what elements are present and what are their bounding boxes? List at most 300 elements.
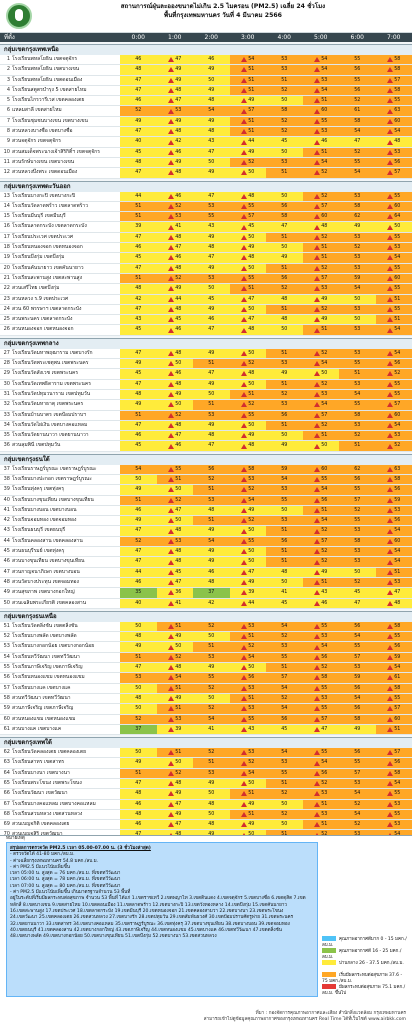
pm25-value-label: 50 [394,222,400,231]
pm25-value-label: 39 [248,588,254,597]
pm25-value-label: 60 [321,465,327,474]
pm25-cell [266,599,303,608]
pm25-cell [120,496,157,505]
pm25-value-label: 48 [175,86,181,95]
pm25-cell [266,684,303,693]
pm25-value [157,158,194,167]
pm25-cell [266,192,303,201]
pm25-value: 51 [120,653,157,662]
pm25-value-label: 43 [321,588,327,597]
pm25-cell [230,725,267,734]
pm25-value: 52 [266,284,303,293]
pm25-cell [157,622,194,631]
pm25-value [376,380,412,389]
station-number: 14 [0,202,12,211]
summary-line: หลักสี่ 8.เขตบางเขน 9.เขตสายไหม 10.เขตดอนเมือง 11.เขตลาดพร้าว 12.เขตบางกะปิ 13.เขตวังทองหลาง 14.เขตบึงกุ่ม 15.เขตคันนายาว [10,903,314,909]
pm25-value-label: 49 [175,117,181,126]
pm25-cell [303,632,340,641]
warning-triangle-icon [387,276,393,281]
pm25-value [157,168,194,177]
source-url-text[interactable]: สามารถเข้าไปดูข้อมูลคุณภาพอากาศของกรุงเทพมหานคร Real Time ได้ที่เว็บไซต์ www.airbkk.com [6,1017,406,1023]
pm25-value: 58 [266,212,303,221]
warning-triangle-icon [314,580,320,585]
pm25-value-label: 52 [175,653,181,662]
pm25-value-label: 51 [321,431,327,440]
pm25-value: 54 [193,537,230,546]
pm25-value-label: 46 [175,253,181,262]
pm25-value: 56 [339,65,376,74]
warning-triangle-icon [314,245,320,250]
warning-triangle-icon [387,539,393,544]
pm25-cell [193,212,230,221]
pm25-value-label: 44 [248,599,254,608]
warning-triangle-icon [168,297,174,302]
pm25-cell [157,233,194,242]
pm25-value: 39 [120,222,157,231]
station-row [0,557,412,567]
hourly-values [120,86,412,95]
station-name: สวนธนบุรีรมย์ เขตทุ่งครุ [12,547,120,556]
pm25-cell [157,325,194,334]
pm25-value-label: 46 [175,192,181,201]
pm25-value [376,800,412,809]
pm25-value [303,295,340,304]
pm25-cell [339,547,376,556]
pm25-value [230,65,267,74]
pm25-value-label: 52 [394,369,400,378]
pm25-value [376,694,412,703]
pm25-value [303,642,340,651]
pm25-cell [193,369,230,378]
pm25-value [303,202,340,211]
pm25-cell [266,547,303,556]
pm25-value [376,274,412,283]
station-name: สวนพระนคร เขตลาดกระบัง [12,315,120,324]
pm25-value-label: 47 [175,243,181,252]
pm25-cell [303,243,340,252]
hourly-values [120,400,412,409]
pm25-value: 53 [339,233,376,242]
station-row [0,769,412,779]
pm25-value [230,684,267,693]
warning-triangle-icon [387,655,393,660]
pm25-value: 53 [266,65,303,74]
pm25-value: 55 [339,642,376,651]
warning-triangle-icon [314,802,320,807]
pm25-value [230,202,267,211]
pm25-cell [266,673,303,682]
pm25-cell [230,315,267,324]
pm25-value: 49 [266,441,303,450]
station-name: สวนบางขุนเทียน เขตบางขุนเทียน [12,557,120,566]
pm25-cell [120,76,157,85]
pm25-value-label: 50 [248,547,254,556]
station-row [0,537,412,547]
pm25-cell [339,148,376,157]
pm25-cell [303,212,340,221]
pm25-cell [339,526,376,535]
station-row [0,663,412,673]
warning-triangle-icon [387,170,393,175]
pm25-cell [339,673,376,682]
station-row [0,96,412,106]
pm25-cell [303,305,340,314]
pm25-cell [376,349,412,358]
pm25-value: 46 [120,431,157,440]
pm25-value-label: 50 [175,359,181,368]
hourly-values [120,485,412,494]
station-name: โรงเรียนสะพานสูง เขตสะพานสูง [12,274,120,283]
hourly-values [120,243,412,252]
pm25-value [230,537,267,546]
pm25-cell [157,390,194,399]
color-swatch [322,960,336,965]
pm25-value [230,411,267,420]
pm25-value [303,305,340,314]
pm25-value [303,653,340,662]
station-number: 35 [0,431,12,440]
pm25-value [303,359,340,368]
warning-triangle-icon [387,624,393,629]
summary-box [6,842,318,997]
pm25-value: 46 [120,578,157,587]
pm25-value: 41 [266,588,303,597]
pm25-cell [376,704,412,713]
pm25-value-label: 54 [248,55,254,64]
pm25-value: 55 [339,359,376,368]
pm25-value [376,769,412,778]
pm25-cell [266,65,303,74]
pm25-value-label: 55 [394,694,400,703]
pm25-cell [157,55,194,64]
station-row [0,465,412,475]
station-name: สวนทวีวัฒนา เขตทวีวัฒนา [12,694,120,703]
pm25-value: 53 [193,202,230,211]
pm25-cell [303,704,340,713]
pm25-cell [157,264,194,273]
pm25-value: 47 [120,779,157,788]
pm25-value: 48 [193,820,230,829]
pm25-cell [376,168,412,177]
pm25-value [303,55,340,64]
warning-triangle-icon [241,624,247,629]
warning-triangle-icon [168,822,174,827]
pm25-value: 51 [120,274,157,283]
pm25-value [303,465,340,474]
pm25-cell [339,516,376,525]
pm25-value: 49 [120,117,157,126]
pm25-value-label: 53 [321,284,327,293]
station-row [0,485,412,495]
legend-note-label: หมายเหตุ [6,836,25,842]
pm25-value-label: 50 [321,369,327,378]
station-number: 60 [0,715,12,724]
pm25-cell [157,547,194,556]
pm25-cell [339,411,376,420]
hour-column-label: 1:00 [157,33,194,42]
pm25-value: 53 [339,663,376,672]
station-name: สวนหนองจอก เขตหนองจอก [12,325,120,334]
pm25-value: 56 [266,411,303,420]
pm25-cell [266,704,303,713]
pm25-value: 46 [120,55,157,64]
pm25-cell [376,568,412,577]
pm25-value [230,694,267,703]
warning-triangle-icon [241,160,247,165]
pm25-value-label: 47 [248,295,254,304]
station-number: 43 [0,526,12,535]
pm25-value: 49 [120,400,157,409]
warning-triangle-icon [387,57,393,62]
pm25-cell [157,663,194,672]
pm25-cell [157,137,194,146]
pm25-value-label: 54 [394,127,400,136]
pm25-value-label: 51 [248,86,254,95]
warning-triangle-icon [168,255,174,260]
pm25-cell [120,684,157,693]
warning-triangle-icon [387,266,393,271]
pm25-value-label: 53 [394,800,400,809]
pm25-cell [157,168,194,177]
pm25-cell [266,715,303,724]
warning-triangle-icon [314,771,320,776]
pm25-value-label: 54 [394,779,400,788]
pm25-value [157,465,194,474]
pm25-value: 47 [339,137,376,146]
pm25-cell [193,55,230,64]
pm25-cell [266,305,303,314]
pm25-value: 46 [120,243,157,252]
warning-triangle-icon [314,549,320,554]
pm25-value-label: 51 [248,810,254,819]
station-row [0,725,412,735]
pm25-cell [339,76,376,85]
station-row [0,800,412,810]
pm25-cell [157,349,194,358]
warning-triangle-icon [168,78,174,83]
station-row [0,284,412,294]
pm25-value-label: 51 [394,295,400,304]
pm25-cell [230,233,267,242]
pm25-cell [339,390,376,399]
pm25-value-label: 55 [321,475,327,484]
pm25-cell [303,653,340,662]
pm25-value: 51 [266,663,303,672]
pm25-cell [376,684,412,693]
hourly-values [120,359,412,368]
warning-triangle-icon [314,624,320,629]
station-row [0,789,412,799]
pm25-value [157,758,194,767]
hourly-values [120,390,412,399]
warning-triangle-icon [241,802,247,807]
pm25-cell [120,547,157,556]
pm25-value [157,599,194,608]
pm25-cell [120,526,157,535]
pm25-value-label: 55 [248,715,254,724]
pm25-value-label: 63 [394,106,400,115]
pm25-value [230,243,267,252]
pm25-value: 51 [339,369,376,378]
pm25-cell [230,653,267,662]
pm25-value [376,537,412,546]
pm25-value-label: 41 [175,222,181,231]
pm25-cell [193,704,230,713]
warning-triangle-icon [314,98,320,103]
pm25-value: 47 [120,421,157,430]
warning-triangle-icon [387,150,393,155]
pm25-cell [157,441,194,450]
pm25-cell [266,694,303,703]
pm25-value: 52 [193,704,230,713]
pm25-cell [266,148,303,157]
pm25-value [230,568,267,577]
pm25-value-label: 49 [175,694,181,703]
pm25-value [157,800,194,809]
pm25-value-label: 56 [321,653,327,662]
pm25-cell [157,537,194,546]
pm25-cell [193,264,230,273]
pm25-cell [376,325,412,334]
pm25-value-label: 55 [394,305,400,314]
pm25-value [376,253,412,262]
pm25-value [230,820,267,829]
pm25-value: 49 [193,779,230,788]
pm25-value [303,380,340,389]
pm25-value: 52 [339,148,376,157]
warning-triangle-icon [241,57,247,62]
station-name: โรงเรียนบางบอน เขตบางบอน [12,506,120,515]
pm25-cell [303,663,340,672]
pm25-value-label: 57 [321,202,327,211]
pm25-cell [193,758,230,767]
station-row [0,715,412,725]
pm25-value: 50 [120,748,157,757]
pm25-cell [303,192,340,201]
pm25-cell [303,537,340,546]
pm25-cell [339,96,376,105]
warning-triangle-icon [168,498,174,503]
pm25-cell [266,284,303,293]
summary-line: - ตรวจวัดได้ 41-80 มคก./ลบ.ม. [10,852,314,858]
warning-triangle-icon [241,317,247,322]
pm25-cell [230,369,267,378]
pm25-value [230,599,267,608]
pm25-value [230,779,267,788]
station-row [0,496,412,506]
pm25-value: 45 [193,295,230,304]
station-name: โรงเรียนคลองสาน เขตคลองสาน [12,537,120,546]
pm25-cell [376,506,412,515]
pm25-value [303,222,340,231]
pm25-value [376,441,412,450]
pm25-value-label: 53 [175,212,181,221]
pm25-cell [303,202,340,211]
warning-triangle-icon [387,225,393,230]
station-number: 37 [0,465,12,474]
pm25-value-label: 42 [175,137,181,146]
pm25-cell [303,748,340,757]
pm25-cell [339,212,376,221]
pm25-cell [193,684,230,693]
pm25-value: 47 [120,168,157,177]
pm25-value: 52 [193,475,230,484]
warning-triangle-icon [168,371,174,376]
warning-triangle-icon [387,665,393,670]
pm25-value: 59 [339,673,376,682]
pm25-value-label: 51 [394,568,400,577]
pm25-value-label: 48 [394,599,400,608]
pm25-value-label: 56 [248,673,254,682]
pm25-value: 43 [193,222,230,231]
warning-triangle-icon [241,433,247,438]
pm25-value: 53 [339,421,376,430]
pm25-cell [266,76,303,85]
warning-triangle-icon [387,255,393,260]
warning-triangle-icon [314,467,320,472]
pm25-value: 51 [193,485,230,494]
pm25-value [157,295,194,304]
pm25-cell [193,748,230,757]
pm25-value [230,106,267,115]
pm25-value-label: 54 [321,642,327,651]
warning-triangle-icon [168,129,174,134]
pm25-value: 47 [193,253,230,262]
station-number: 52 [0,632,12,641]
color-swatch [322,984,336,989]
pm25-cell [157,820,194,829]
warning-triangle-icon [168,235,174,240]
warning-triangle-icon [314,351,320,356]
pm25-cell [120,758,157,767]
station-row [0,653,412,663]
warning-triangle-icon [168,214,174,219]
hourly-values [120,496,412,505]
pm25-cell [339,578,376,587]
warning-triangle-icon [387,686,393,691]
warning-triangle-icon [387,706,393,711]
pm25-cell [303,380,340,389]
color-swatch [322,936,336,941]
pm25-value: 46 [120,800,157,809]
warning-triangle-icon [168,361,174,366]
pm25-value-label: 57 [394,76,400,85]
pm25-value-label: 57 [394,748,400,757]
pm25-cell [230,202,267,211]
warning-triangle-icon [314,822,320,827]
pm25-value [303,243,340,252]
pm25-value: 51 [266,779,303,788]
pm25-cell [193,632,230,641]
pm25-cell [193,485,230,494]
pm25-value-label: 54 [321,65,327,74]
pm25-cell [120,168,157,177]
pm25-cell [303,253,340,262]
pm25-value-label: 54 [321,55,327,64]
station-row [0,202,412,212]
pm25-value [303,158,340,167]
station-row [0,222,412,232]
pm25-value [303,284,340,293]
pm25-cell [339,663,376,672]
pm25-value: 48 [193,431,230,440]
pm25-value: 52 [339,506,376,515]
warning-triangle-icon [168,750,174,755]
warning-triangle-icon [241,307,247,312]
pm25-cell [157,315,194,324]
warning-triangle-icon [241,276,247,281]
station-row [0,274,412,284]
